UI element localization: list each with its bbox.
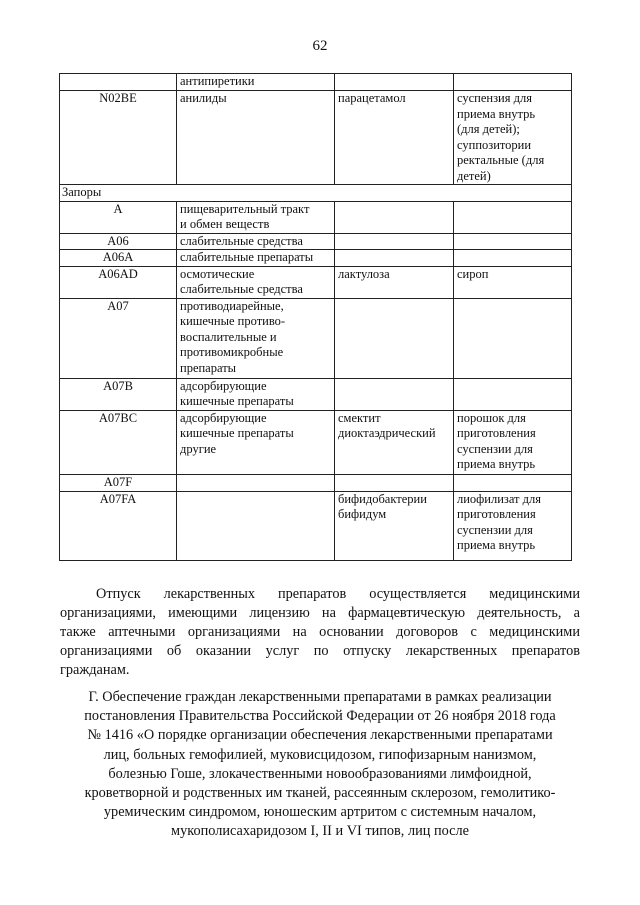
substance-line: бифидум bbox=[338, 507, 387, 521]
table-row bbox=[60, 233, 572, 250]
heading-line: Г. Обеспечение граждан лекарственными препаратами в рамках реализации bbox=[88, 689, 552, 705]
atc-code-cell: A bbox=[60, 201, 177, 233]
atc-code-cell: A07B bbox=[60, 378, 177, 410]
dosage-form-cell bbox=[454, 410, 572, 474]
atc-code-cell bbox=[60, 74, 177, 91]
page-number: 62 bbox=[312, 38, 328, 54]
group-name-line: адсорбирующие bbox=[180, 378, 267, 393]
substance-cell bbox=[335, 74, 454, 91]
group-name-line: воспалительные и bbox=[180, 329, 277, 344]
table-row bbox=[60, 266, 572, 298]
group-name-cell bbox=[177, 491, 335, 560]
substance-cell bbox=[335, 201, 454, 233]
substance-line: смектит bbox=[338, 410, 381, 425]
group-name-cell bbox=[177, 378, 335, 410]
dosage-form-cell bbox=[454, 491, 572, 560]
substance-cell bbox=[335, 250, 454, 267]
dosage-form-line: приема внутрь bbox=[457, 106, 536, 121]
substance-line: парацетамол bbox=[338, 91, 406, 105]
atc-code-cell: A06AD bbox=[60, 266, 177, 298]
dispensing-paragraph bbox=[60, 585, 580, 680]
section-heading bbox=[55, 688, 585, 842]
group-name-cell bbox=[177, 91, 335, 185]
substance-cell bbox=[335, 91, 454, 185]
dosage-form-line: приема внутрь bbox=[457, 538, 536, 552]
table-row bbox=[60, 410, 572, 474]
group-name-cell bbox=[177, 474, 335, 491]
group-name-line: другие bbox=[180, 441, 217, 456]
group-name-line: слабительные средства bbox=[180, 233, 303, 248]
substance-cell bbox=[335, 410, 454, 474]
substance-cell bbox=[335, 266, 454, 298]
group-name-line: противомикробные bbox=[180, 345, 284, 359]
heading-line: болезнью Гоше, злокачественными новообразованиями лимфоидной, bbox=[108, 765, 532, 782]
substance-cell bbox=[335, 474, 454, 491]
group-name-line: слабительные средства bbox=[180, 282, 303, 296]
paragraph-line: также аптечными организациями на основании договоров с медицинскими bbox=[60, 624, 580, 640]
group-name-line: слабительные препараты bbox=[180, 250, 314, 264]
dosage-form-line: сироп bbox=[457, 266, 489, 281]
atc-code-cell: N02BE bbox=[60, 91, 177, 185]
atc-code-cell: A07BC bbox=[60, 410, 177, 474]
table-body bbox=[60, 74, 572, 561]
atc-code-cell: A06 bbox=[60, 233, 177, 250]
dosage-form-cell bbox=[454, 474, 572, 491]
drug-table bbox=[59, 73, 572, 561]
dosage-form-line: ректальные (для bbox=[457, 153, 545, 167]
substance-line: диоктаэдрический bbox=[338, 426, 436, 440]
table-row bbox=[60, 474, 572, 491]
group-name-cell bbox=[177, 410, 335, 474]
atc-code-cell: A07 bbox=[60, 298, 177, 378]
heading-line: уремическим синдромом, юношеским артритом с системным началом, bbox=[103, 804, 537, 821]
dosage-form-cell bbox=[454, 266, 572, 298]
table-row bbox=[60, 201, 572, 233]
substance-line: лактулоза bbox=[338, 266, 390, 281]
section-row bbox=[60, 185, 572, 202]
dosage-form-line: (для детей); bbox=[457, 122, 520, 136]
dosage-form-line: приготовления bbox=[457, 507, 536, 521]
dosage-form-line: детей) bbox=[457, 168, 491, 183]
dosage-form-line: приготовления bbox=[457, 426, 536, 440]
group-name-line: адсорбирующие bbox=[180, 410, 267, 425]
substance-cell bbox=[335, 378, 454, 410]
dosage-form-cell bbox=[454, 378, 572, 410]
dosage-form-cell bbox=[454, 250, 572, 267]
table-row bbox=[60, 250, 572, 267]
dosage-form-line: суспензии для bbox=[457, 441, 533, 456]
paragraph-line: Отпуск лекарственных препаратов осуществляется медицинскими bbox=[96, 586, 580, 602]
dosage-form-cell bbox=[454, 298, 572, 378]
group-name-line: кишечные противо- bbox=[180, 314, 286, 328]
group-name-cell bbox=[177, 298, 335, 378]
dosage-form-line: суппозитории bbox=[457, 137, 532, 152]
table-row bbox=[60, 74, 572, 91]
substance-cell bbox=[335, 233, 454, 250]
paragraph-line: гражданам. bbox=[60, 662, 130, 678]
dosage-form-cell bbox=[454, 74, 572, 91]
group-name-line: пищеварительный тракт bbox=[180, 201, 310, 216]
group-name-line: кишечные препараты bbox=[180, 426, 294, 440]
group-name-cell bbox=[177, 250, 335, 267]
dosage-form-cell bbox=[454, 91, 572, 185]
dosage-form-line: порошок для bbox=[457, 410, 526, 425]
substance-cell bbox=[335, 491, 454, 560]
section-title: Запоры bbox=[60, 185, 572, 202]
table-row bbox=[60, 491, 572, 560]
group-name-cell bbox=[177, 74, 335, 91]
group-name-line: антипиретики bbox=[180, 74, 255, 88]
group-name-line: анилиды bbox=[180, 91, 227, 105]
group-name-line: кишечные препараты bbox=[180, 394, 294, 408]
heading-line: лиц, больных гемофилией, муковисцидозом, гипофизарным нанизмом, bbox=[103, 746, 537, 763]
group-name-line: препараты bbox=[180, 360, 237, 375]
atc-code-cell: A06A bbox=[60, 250, 177, 267]
dosage-form-line: лиофилизат для bbox=[457, 491, 541, 506]
dosage-form-cell bbox=[454, 201, 572, 233]
atc-code-cell: A07FA bbox=[60, 491, 177, 560]
table-row bbox=[60, 378, 572, 410]
dosage-form-line: приема внутрь bbox=[457, 457, 536, 471]
paragraph-line: организациями об оказании услуг по отпуску лекарственных препаратов bbox=[60, 643, 580, 659]
group-name-line: и обмен веществ bbox=[180, 217, 270, 231]
table-row bbox=[60, 91, 572, 185]
substance-cell bbox=[335, 298, 454, 378]
heading-line: мукополисахаридозом I, II и VI типов, лиц после bbox=[171, 823, 469, 840]
dosage-form-line: суспензии для bbox=[457, 522, 533, 537]
substance-line: бифидобактерии bbox=[338, 491, 427, 506]
paragraph-line: организациями, имеющими лицензию на фармацевтическую деятельность, а bbox=[60, 605, 580, 621]
group-name-cell bbox=[177, 201, 335, 233]
group-name-line: осмотические bbox=[180, 266, 255, 281]
heading-line: № 1416 «О порядке организации обеспечения лекарственными препаратами bbox=[87, 727, 553, 744]
table-row bbox=[60, 298, 572, 378]
heading-line: кроветворной и родственных им тканей, рассеянным склерозом, гемолитико- bbox=[84, 785, 556, 802]
atc-code-cell: A07F bbox=[60, 474, 177, 491]
group-name-line: противодиарейные, bbox=[180, 298, 284, 313]
dosage-form-line: суспензия для bbox=[457, 91, 532, 105]
heading-line: постановления Правительства Российской Федерации от 26 ноября 2018 года bbox=[84, 708, 556, 725]
group-name-cell bbox=[177, 266, 335, 298]
dosage-form-cell bbox=[454, 233, 572, 250]
group-name-cell bbox=[177, 233, 335, 250]
